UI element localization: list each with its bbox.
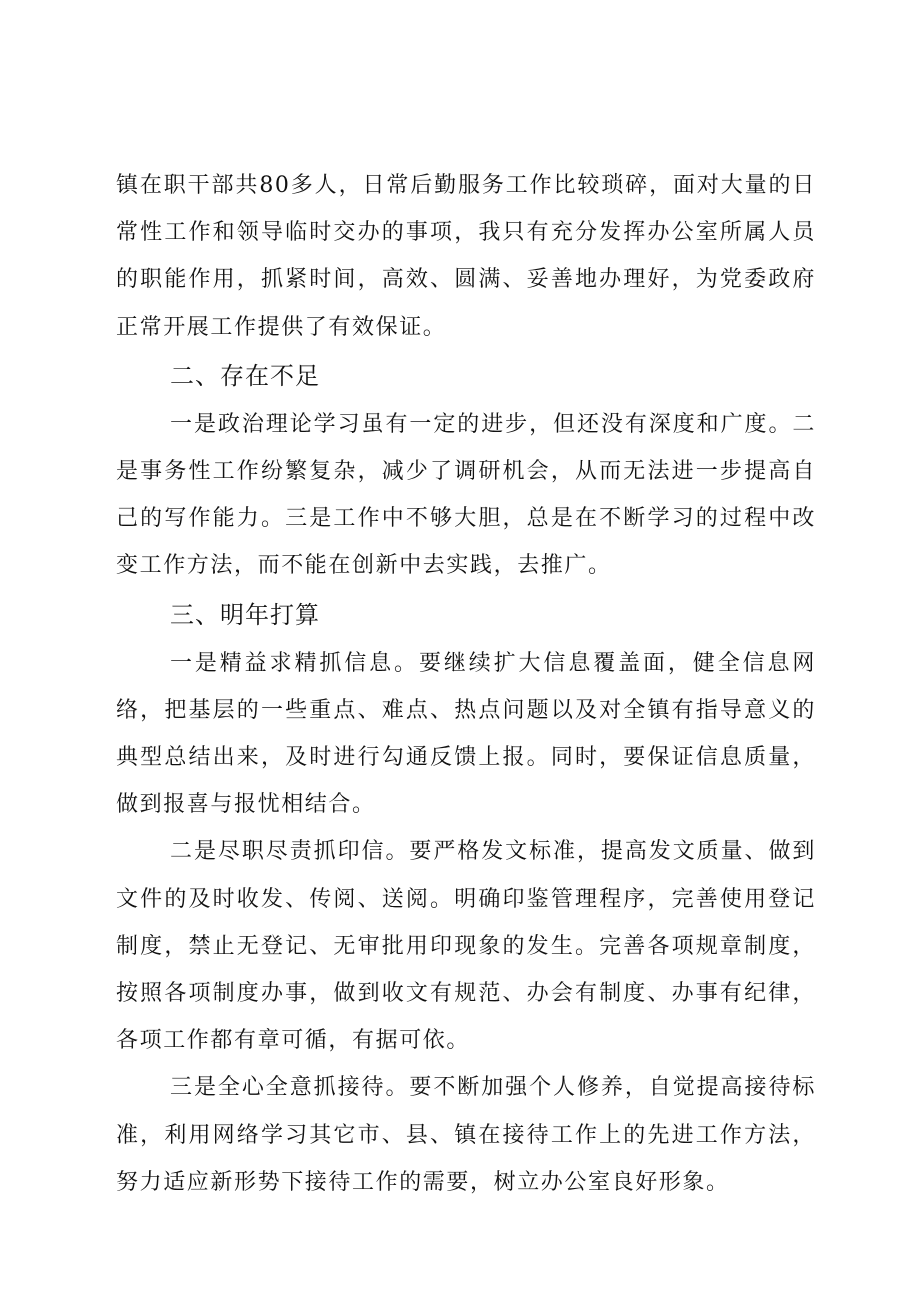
plan-paragraph-seals: 二是尽职尽责抓印信。要严格发文标准，提高发文质量、做到文件的及时收发、传阅、送阅。明确印鉴管理程序，完善使用登记制度，禁止无登记、无审批用印现象的发生。完善各项规章制度，按照各项制度办事，做到收文有规范、办会有制度、办事有纪律，各项工作都有章可循，有据可依。	[116, 839, 816, 1054]
section-heading-shortcomings: 二、存在不足	[170, 361, 320, 390]
shortcomings-paragraph: 一是政治理论学习虽有一定的进步，但还没有深度和广度。二是事务性工作纷繁复杂，减少了调研机会，从而无法进一步提高自己的写作能力。三是工作中不够大胆，总是在不断学习的过程中改变工作方法，而不能在创新中去实践，去推广。	[116, 411, 816, 579]
document-page	[116, 162, 816, 1206]
section-heading-next-year-plan: 三、明年打算	[170, 600, 320, 629]
section-shortcomings	[116, 351, 816, 590]
continuation-paragraph: 镇在职干部共80多人，日常后勤服务工作比较琐碎，面对大量的日常性工作和领导临时交办的事项，我只有充分发挥办公室所属人员的职能作用，抓紧时间，高效、圆满、妥善地办理好，为党委政府正常开展工作提供了有效保证。	[116, 173, 816, 340]
plan-paragraph-reception: 三是全心全意抓接待。要不断加强个人修养，自觉提高接待标准，利用网络学习其它市、县、镇在接待工作上的先进工作方法，努力适应新形势下接待工作的需要，树立办公室良好形象。	[116, 1075, 816, 1195]
plan-paragraph-information: 一是精益求精抓信息。要继续扩大信息覆盖面，健全信息网络，把基层的一些重点、难点、热点问题以及对全镇有指导意义的典型总结出来，及时进行勾通反馈上报。同时，要保证信息质量，做到报喜与报忧相结合。	[116, 650, 816, 818]
section-next-year-plan	[116, 590, 816, 1206]
